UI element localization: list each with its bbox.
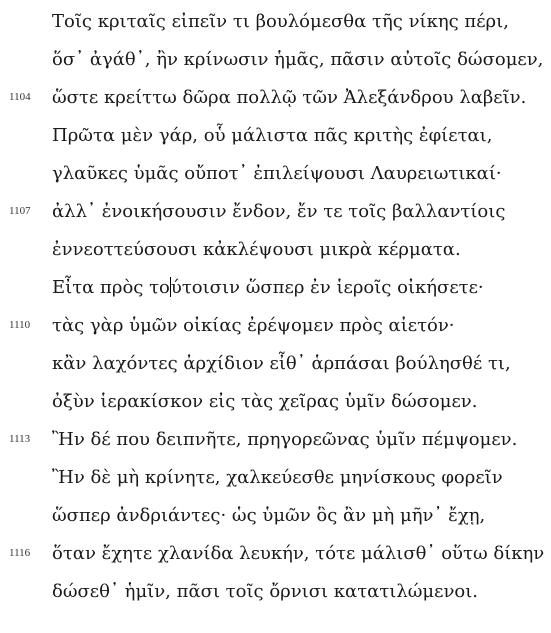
line-number: 1104 [9, 91, 31, 103]
verse-line [0, 3, 551, 41]
verse-text[interactable]: Ἢν δέ που δειπνῆτε, πρηγορεῶνας ὑμῖν πέμψομεν. [52, 429, 518, 450]
verse-line [0, 117, 551, 155]
verse-text[interactable]: δώσεθ᾽ ἡμῖν, πᾶσι τοῖς ὄρνισι κατατιλώμενοι. [52, 581, 479, 602]
verse-text[interactable]: ἐννεοττεύσουσι κἀκλέψουσι μικρὰ κέρματα. [52, 239, 461, 260]
verse-text[interactable]: Ἢν δὲ μὴ κρίνητε, χαλκεύεσθε μηνίσκους φορεῖν [52, 467, 503, 488]
verse-text[interactable]: ὅταν ἔχητε χλανίδα λευκήν, τότε μάλισθ᾽ οὕτω δίκην [52, 543, 545, 564]
verse-line [0, 535, 551, 573]
line-number: 1116 [9, 547, 31, 559]
verse-line [0, 155, 551, 193]
verse-line [0, 231, 551, 269]
verse-text[interactable] [52, 269, 484, 307]
verse-text[interactable]: ὥστε κρείττω δῶρα πολλῷ τῶν Ἀλεξάνδρου λαβεῖν. [52, 87, 527, 108]
verse-line [0, 193, 551, 231]
verse-line [0, 79, 551, 117]
verse-line [0, 459, 551, 497]
verse-line [0, 421, 551, 459]
verse-text[interactable]: Τοῖς κριταῖς εἰπεῖν τι βουλόμεσθα τῆς νίκης πέρι, [52, 11, 509, 32]
verse-line [0, 573, 551, 611]
verse-text[interactable]: τὰς γὰρ ὑμῶν οἰκίας ἐρέψομεν πρὸς αἰετόν· [52, 315, 455, 336]
verse-text[interactable]: ἀλλ᾽ ἐνοικήσουσιν ἔνδον, ἔν τε τοῖς βαλλαντίοις [52, 201, 506, 222]
verse-line [0, 307, 551, 345]
verse-line [0, 269, 551, 307]
verse-line [0, 41, 551, 79]
verse-text-after-cursor: ύτοισιν ὥσπερ ἐν ἱεροῖς οἰκήσετε· [170, 277, 484, 298]
verse-line [0, 345, 551, 383]
verse-line [0, 383, 551, 421]
line-number: 1107 [9, 205, 31, 217]
line-number: 1113 [9, 433, 31, 445]
verse-text[interactable]: ὀξὺν ἱερακίσκον εἰς τὰς χεῖρας ὑμῖν δώσομεν. [52, 391, 478, 412]
verse-text[interactable]: κἂν λαχόντες ἀρχίδιον εἶθ᾽ ἁρπάσαι βούλησθέ τι, [52, 353, 511, 374]
line-number: 1110 [9, 319, 31, 331]
verse-text[interactable]: γλαῦκες ὑμᾶς οὔποτ᾽ ἐπιλείψουσι Λαυρειωτικαί· [52, 163, 502, 184]
verse-text[interactable]: ὅσ᾽ ἀγάθ᾽, ἢν κρίνωσιν ἡμᾶς, πᾶσιν αὐτοῖς δώσομεν, [52, 49, 544, 70]
verse-text-before-cursor: Εἶτα πρὸς το [52, 277, 170, 298]
verse-text[interactable]: Πρῶτα μὲν γάρ, οὗ μάλιστα πᾶς κριτὴς ἐφίεται, [52, 125, 493, 146]
verse-text[interactable]: ὥσπερ ἀνδριάντες· ὡς ὑμῶν ὃς ἂν μὴ μῆν᾽ ἔχῃ, [52, 505, 486, 526]
verse-line [0, 497, 551, 535]
